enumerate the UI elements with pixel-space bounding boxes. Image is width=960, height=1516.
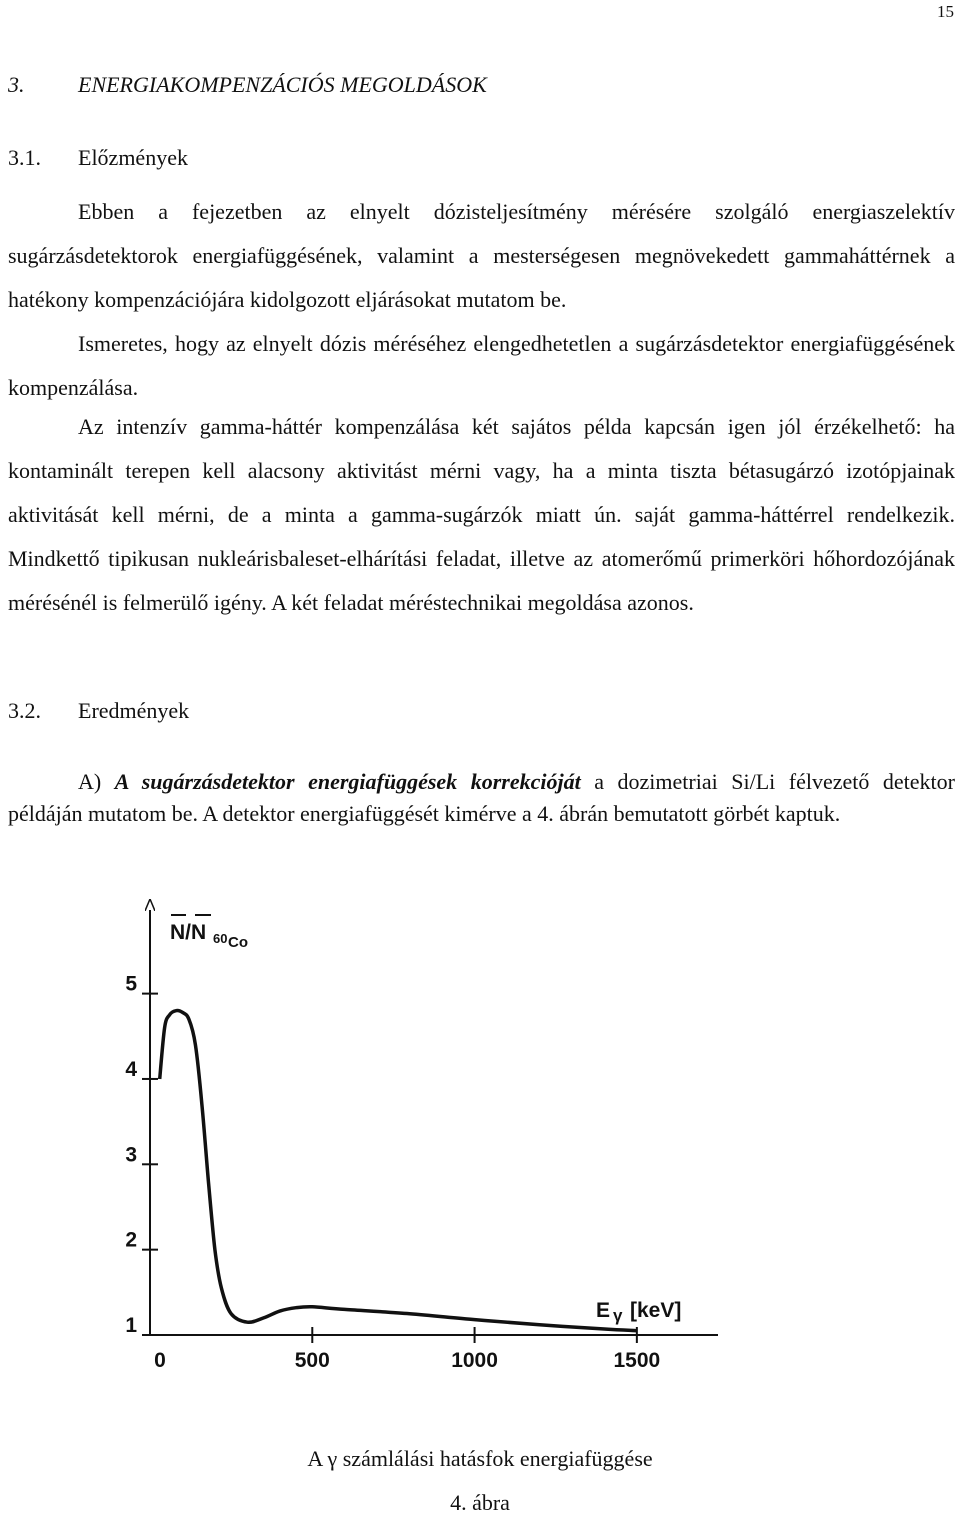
x-tick-label: 0 — [154, 1349, 166, 1372]
subsection-number: 3.2. — [8, 698, 41, 723]
section-number: 3. — [8, 72, 25, 97]
results-prefix: A) — [78, 769, 102, 794]
x-axis-label-main: E — [596, 1299, 611, 1322]
y-tick-label: 5 — [125, 972, 137, 996]
y-tick-label: 2 — [125, 1228, 137, 1252]
subsection-heading-2 — [8, 698, 189, 724]
series-line — [160, 1011, 637, 1331]
y-axis-label-sup: 60 — [213, 931, 228, 946]
x-axis-label-greek: γ — [613, 1306, 623, 1325]
figure-label: 4. ábra — [450, 1490, 510, 1515]
subsection-title: Előzmények — [78, 145, 188, 170]
x-tick-label: 1500 — [613, 1349, 661, 1372]
subsection-number: 3.1. — [8, 145, 41, 170]
energy-dependence-chart — [0, 895, 960, 1375]
paragraph-intro: Ebben a fejezetben az elnyelt dózisteljesítmény mérésére szolgáló energiaszelektív sugárzásdetektorok energiafüggésének, valamint a mesterségesen megnövekedett gammaháttérnek a hatékony kompenzációjára kidolgozott eljárásokat mutatom be. — [8, 199, 955, 312]
section-title: ENERGIAKOMPENZÁCIÓS MEGOLDÁSOK — [78, 72, 487, 97]
y-axis-label-sub: Co — [228, 934, 248, 951]
paragraph-results — [8, 766, 955, 830]
paragraph-gamma-background: Az intenzív gamma-háttér kompenzálása két sajátos példa kapcsán igen jól érzékelhető: ha kontaminált terepen kell alacsony aktivitást mérni vagy, ha a minta tiszta bétasugárzó izotópjainak aktivitását kell mérni, de a minta a gamma-sugárzók miatt ún. saját gamma-háttérrel rendelkezik. Mindkettő tipikusan nukleárisbaleset-elhárítási feladat, illetve az atomerőmű primerköri hőhordozójának mérésénél is felmerülő igény. A két feladat méréstechnikai megoldása azonos. — [8, 414, 955, 615]
x-tick-label: 1000 — [451, 1349, 498, 1372]
y-tick-label: 3 — [125, 1143, 137, 1167]
x-axis-label-unit: [keV] — [630, 1299, 682, 1322]
y-tick-label: 4 — [125, 1057, 137, 1081]
y-tick-label: 1 — [125, 1314, 137, 1337]
page-number: 15 — [937, 2, 954, 21]
results-emphasis: A sugárzásdetektor energiafüggések korrekcióját — [114, 769, 581, 794]
subsection-title: Eredmények — [78, 698, 190, 723]
results-text: a dozimetriai Si/Li félvezető detektor példáján mutatom be. A detektor energiafüggését kimérve a 4. ábrán bemutatott görbét kaptuk. — [8, 769, 955, 826]
figure-caption: A γ számlálási hatásfok energiafüggése — [307, 1446, 653, 1471]
y-axis-label — [170, 915, 248, 951]
paragraph-known: Ismeretes, hogy az elnyelt dózis méréséhez elengedhetetlen a sugárzásdetektor energiafüggésének kompenzálása. — [8, 331, 955, 400]
section-heading — [8, 72, 487, 98]
y-axis-label-main: N/N — [170, 921, 207, 944]
subsection-heading-1 — [8, 145, 188, 171]
x-tick-label: 500 — [294, 1349, 330, 1372]
x-axis-label — [596, 1299, 681, 1325]
